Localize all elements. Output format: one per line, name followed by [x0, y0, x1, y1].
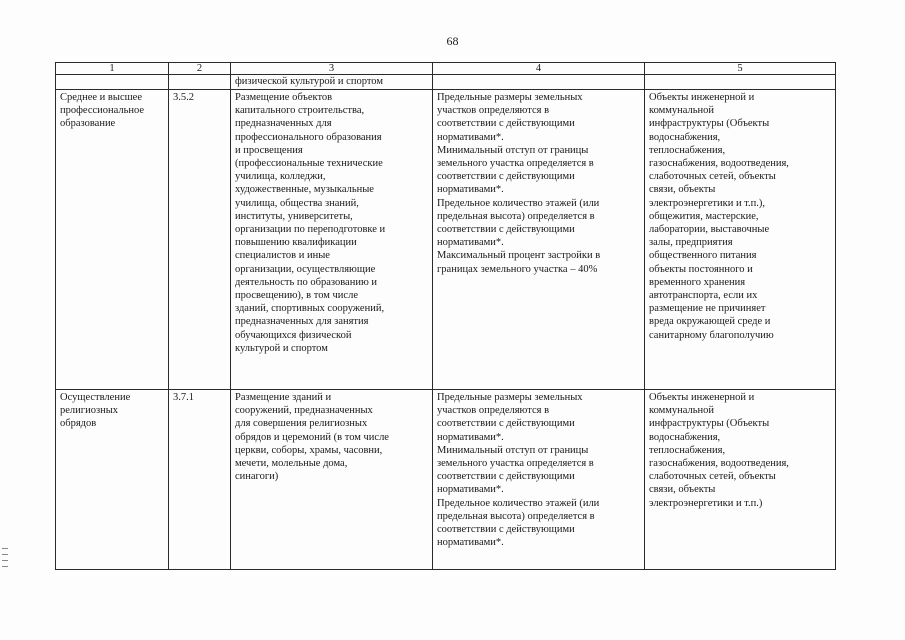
continuation-cell: [433, 75, 645, 90]
column-header: 4: [433, 63, 645, 75]
continuation-cell: [169, 75, 231, 90]
land-use-parameters: Предельные размеры земельных участков определяются в соответствии с действующими нормативами*. Минимальный отступ от границы земельного участка определяется в соответствии с действующими нормативами*. Предельное количество этажей (или предельная высота) определяется в соответствии с действующими нормативами*. Максимальный процент застройки в границах земельного участка – 40%: [433, 90, 645, 390]
continuation-cell: [56, 75, 169, 90]
table-row: [56, 90, 836, 390]
column-header: 3: [231, 63, 433, 75]
column-header: 5: [645, 63, 836, 75]
land-use-parameters: Предельные размеры земельных участков определяются в соответствии с действующими нормативами*. Минимальный отступ от границы земельного участка определяется в соответствии с действующими нормативами*. Предельное количество этажей (или предельная высота) определяется в соответствии с действующими нормативами*.: [433, 390, 645, 570]
column-number-row: [56, 63, 836, 75]
land-use-name: Среднее и высшее профессиональное образование: [56, 90, 169, 390]
scan-edge-marks: [2, 548, 8, 572]
land-use-description: Размещение зданий и сооружений, предназначенных для совершения религиозных обрядов и церемоний (в том числе церкви, соборы, храмы, часовни, мечети, молельные дома, синагоги): [231, 390, 433, 570]
auxiliary-uses: Объекты инженерной и коммунальной инфраструктуры (Объекты водоснабжения, теплоснабжения, газоснабжения, водоотведения, слаботочных сетей, объекты связи, объекты электроэнергетики и т.п.): [645, 390, 836, 570]
table-row: [56, 390, 836, 570]
scan-mark: [2, 560, 8, 561]
scan-mark: [2, 554, 8, 555]
land-use-description: Размещение объектов капитального строительства, предназначенных для профессионального образования и просвещения (профессиональные технические училища, колледжи, художественные, музыкальные училища, общества знаний, институты, университеты, организации по переподготовке и повышению квалификации специалистов и иные организации, осуществляющие деятельность по образованию и просвещению), в том числе зданий, спортивных сооружений, предназначенных для занятия обучающихся физической культурой и спортом: [231, 90, 433, 390]
scan-mark: [2, 566, 8, 567]
scan-mark: [2, 548, 8, 549]
continuation-row: [56, 75, 836, 90]
column-header: 2: [169, 63, 231, 75]
continuation-description: физической культурой и спортом: [231, 75, 433, 90]
land-use-code: 3.7.1: [169, 390, 231, 570]
land-use-table: [55, 62, 836, 570]
page-number: 68: [446, 34, 459, 48]
auxiliary-uses: Объекты инженерной и коммунальной инфраструктуры (Объекты водоснабжения, теплоснабжения, газоснабжения, водоотведения, слаботочных сетей, объекты связи, объекты электроэнергетики и т.п.), общежития, мастерские, лаборатории, выставочные залы, предприятия общественного питания объекты постоянного и временного хранения автотранспорта, если их размещение не причиняет вреда окружающей среде и санитарному благополучию: [645, 90, 836, 390]
continuation-cell: [645, 75, 836, 90]
land-use-code: 3.5.2: [169, 90, 231, 390]
column-header: 1: [56, 63, 169, 75]
land-use-name: Осуществление религиозных обрядов: [56, 390, 169, 570]
